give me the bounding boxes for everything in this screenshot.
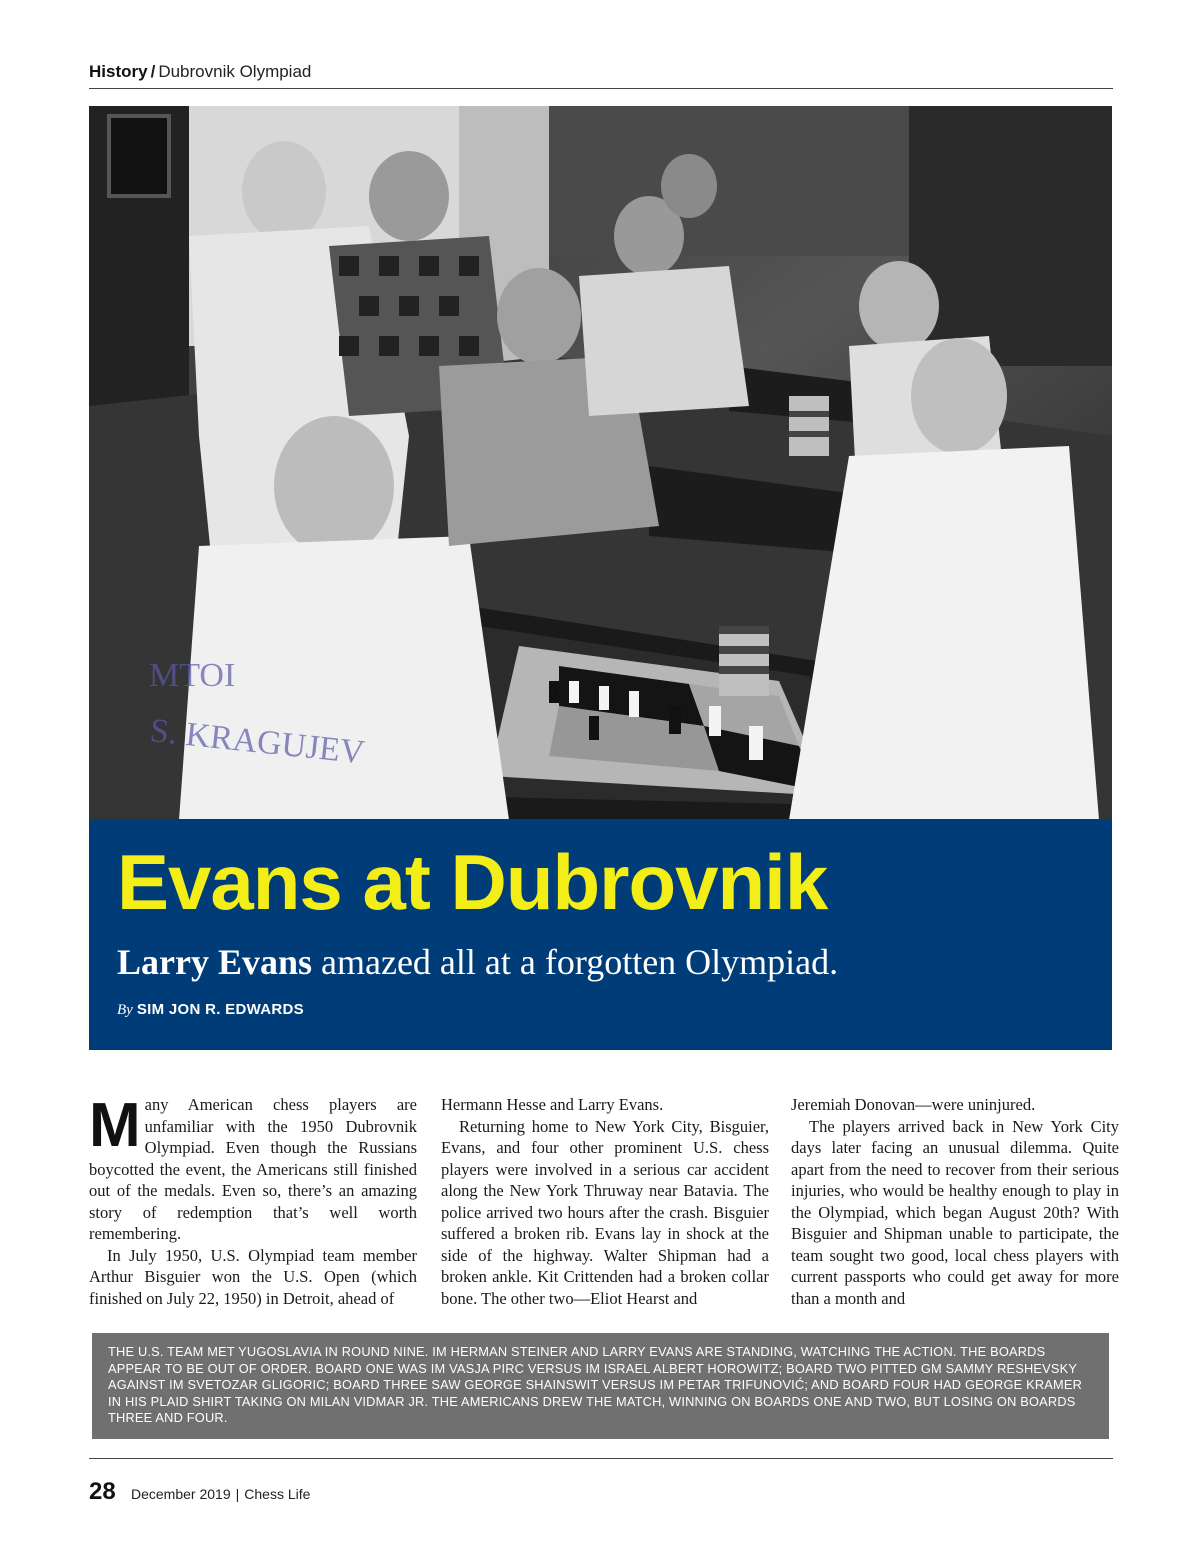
issue-date: December 2019 (131, 1486, 231, 1502)
body-paragraph: Jeremiah Donovan—were uninjured. (791, 1095, 1036, 1114)
stamp-line-2: S. KRAGUJEV (148, 712, 367, 772)
body-paragraph: In July 1950, U.S. Olympiad team member Arthur Bisguier won the U.S. Open (which finished on July 22, 1950) in Detroit, ahead of (89, 1245, 417, 1308)
subtitle-name: Larry Evans (117, 942, 313, 982)
body-paragraph: The players arrived back in New York City days later facing an unusual dilemma. Quite apart from the need to recover from their serious injuries, who would be healthy enough to play in the Olympiad, which began August 20th? With Bisguier and Shipman unable to participate, the team sought two good, local chess players with current passports who could get away for more than a month and (791, 1116, 1119, 1308)
header-separator: / (150, 62, 156, 81)
section-label: History (89, 62, 148, 81)
footer-separator: | (235, 1486, 240, 1502)
article-photo (89, 106, 1112, 820)
photo-illustration (89, 106, 1112, 820)
subtitle-rest: amazed all at a forgotten Olympiad. (312, 942, 839, 982)
body-paragraph: any American chess players are unfamiliar with the 1950 Dubrovnik Olympiad. Even though the Russians boycotted the event, the Americans still finished out of the medals. Even so, there’s an amazing story of redemption that’s well worth remembering. (89, 1095, 417, 1243)
publication-name: Chess Life (244, 1486, 311, 1502)
photo-caption: THE U.S. TEAM MET YUGOSLAVIA IN ROUND NINE. IM HERMAN STEINER AND LARRY EVANS ARE STANDING, WATCHING THE ACTION. THE BOARDS APPEAR TO BE OUT OF ORDER. BOARD ONE WAS IM VASJA PIRC VERSUS IM ISRAEL ALBERT HOROWITZ; BOARD TWO PITTED GM SAMMY RESHEVSKY AGAINST IM SVETOZAR GLIGORIC; BOARD THREE SAW GEORGE SHAINSWIT VERSUS IM PETAR TRIFUNOVIĆ; AND BOARD FOUR HAD GEORGE KRAMER IN HIS PLAID SHIRT TAKING ON MILAN VIDMAR JR. THE AMERICANS DREW THE MATCH, WINNING ON BOARDS ONE AND TWO, BUT LOSING ON BOARDS THREE AND FOUR. (92, 1333, 1109, 1439)
title-banner (89, 819, 1112, 1050)
body-paragraph: Hermann Hesse and Larry Evans. (441, 1095, 664, 1114)
stamp-line-1: MTOI (149, 657, 236, 694)
article-subtitle (117, 941, 838, 983)
body-column-2 (441, 1094, 769, 1309)
subsection-label: Dubrovnik Olympiad (158, 62, 312, 81)
drop-cap: M (89, 1091, 141, 1160)
author-name: SIM JON R. EDWARDS (136, 1001, 304, 1018)
byline-label: By (117, 1002, 133, 1018)
page-number: 28 (89, 1478, 116, 1505)
byline (117, 1001, 304, 1019)
body-column-1 (89, 1091, 417, 1309)
section-header (89, 62, 1113, 89)
body-paragraph: Returning home to New York City, Bisguier, Evans, and four other prominent U.S. chess players were involved in a serious car accident along the New York Thruway near Batavia. The police arrived two hours after the crash. Bisguier suffered a broken rib. Evans lay in shock at the side of the highway. Walter Shipman had a broken ankle. Kit Crittenden had a broken collar bone. The other two—Eliot Hearst and (441, 1116, 769, 1308)
footer-divider (89, 1458, 1113, 1459)
publication-info (131, 1486, 310, 1502)
body-column-3 (791, 1094, 1119, 1309)
article-title: Evans at Dubrovnik (117, 838, 828, 926)
